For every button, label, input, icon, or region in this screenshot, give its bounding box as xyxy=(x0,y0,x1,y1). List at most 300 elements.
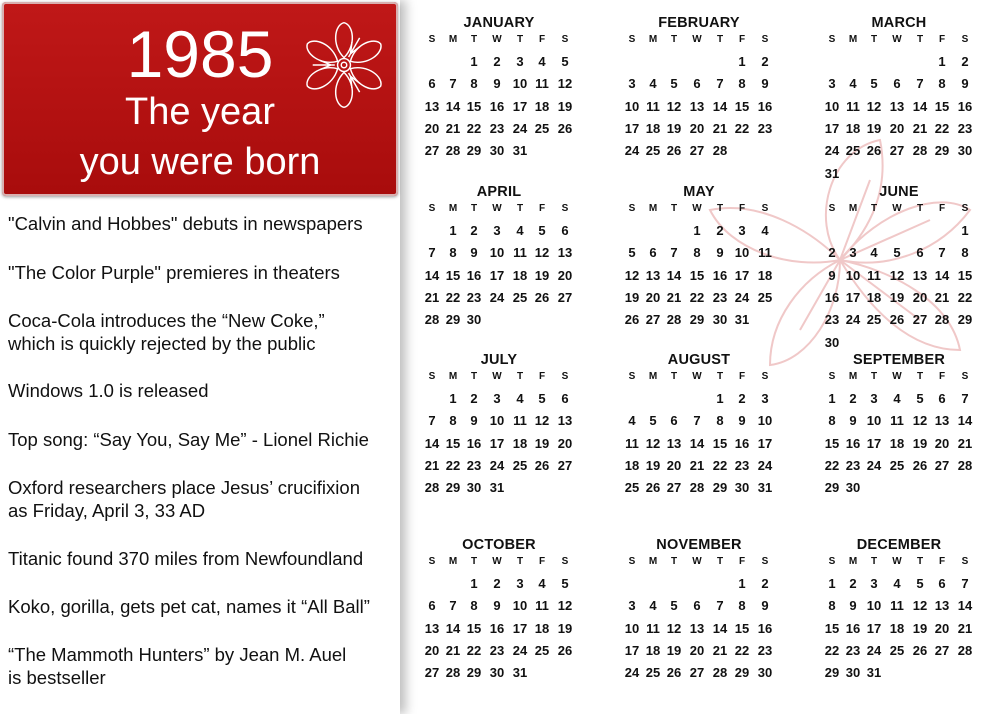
day-cell: 22 xyxy=(466,120,482,136)
day-cell: 24 xyxy=(624,665,640,681)
day-cell: 12 xyxy=(889,267,905,283)
weekday-header: F xyxy=(538,371,546,382)
day-cell: 7 xyxy=(693,413,701,429)
month-name: AUGUST xyxy=(667,352,731,368)
day-cell: 31 xyxy=(512,143,528,159)
day-cell: 30 xyxy=(824,334,840,350)
day-cell: 23 xyxy=(957,120,973,136)
event-item xyxy=(8,476,400,522)
day-cell: 22 xyxy=(445,289,461,305)
day-cell: 30 xyxy=(489,143,505,159)
weekday-header: S xyxy=(561,34,569,45)
day-cell: 5 xyxy=(561,54,569,69)
day-cell: 26 xyxy=(889,312,905,328)
day-cell: 2 xyxy=(716,223,724,238)
day-cell: 28 xyxy=(424,480,440,496)
day-cell: 1 xyxy=(449,391,457,406)
day-cell: 21 xyxy=(445,120,461,136)
weekday-header: W xyxy=(492,203,502,214)
day-cell: 22 xyxy=(734,642,750,658)
day-cell: 6 xyxy=(649,245,657,261)
day-cell: 12 xyxy=(534,413,550,429)
weekday-header: S xyxy=(828,371,836,382)
left-panel xyxy=(0,0,400,714)
day-cell: 17 xyxy=(512,620,528,636)
day-cell: 1 xyxy=(716,391,724,406)
weekday-header: M xyxy=(448,556,458,567)
day-cell: 29 xyxy=(824,665,840,681)
day-cell: 18 xyxy=(624,457,640,473)
day-cell: 5 xyxy=(870,76,878,92)
day-cell: 15 xyxy=(824,620,840,636)
day-cell: 25 xyxy=(512,457,528,473)
day-cell: 19 xyxy=(557,98,573,114)
day-cell: 16 xyxy=(824,289,840,305)
day-cell: 4 xyxy=(628,413,636,429)
day-cell: 15 xyxy=(445,435,461,451)
weekday-header: S xyxy=(828,34,836,45)
day-cell: 16 xyxy=(489,620,505,636)
day-cell: 29 xyxy=(466,143,482,159)
day-cell: 27 xyxy=(424,143,440,159)
month-name: JANUARY xyxy=(463,15,535,31)
day-cell: 8 xyxy=(938,76,946,92)
day-cell: 1 xyxy=(449,223,457,238)
event-line: Windows 1.0 is released xyxy=(8,380,209,401)
day-cell: 22 xyxy=(689,289,705,305)
day-cell: 28 xyxy=(712,665,728,681)
weekday-header: T xyxy=(670,556,678,567)
event-line: "The Color Purple" premieres in theaters xyxy=(8,262,340,283)
month-march xyxy=(819,15,979,181)
day-cell: 5 xyxy=(916,576,924,591)
month-name: MARCH xyxy=(871,15,927,31)
weekday-header: W xyxy=(492,34,502,45)
weekday-header: T xyxy=(470,203,478,214)
day-cell: 31 xyxy=(489,480,505,496)
weekday-header: T xyxy=(916,203,924,214)
weekday-header: W xyxy=(692,203,702,214)
day-cell: 12 xyxy=(557,598,573,614)
day-cell: 21 xyxy=(712,642,728,658)
day-cell: 3 xyxy=(828,76,836,92)
event-line: Oxford researchers place Jesus’ crucifixion xyxy=(8,477,360,498)
day-cell: 28 xyxy=(445,143,461,159)
day-cell: 15 xyxy=(934,98,950,114)
day-cell: 24 xyxy=(489,457,505,473)
day-cell: 26 xyxy=(557,642,573,658)
day-cell: 27 xyxy=(934,457,950,473)
weekday-header: S xyxy=(561,203,569,214)
day-cell: 26 xyxy=(645,480,661,496)
day-cell: 9 xyxy=(738,413,746,429)
day-cell: 28 xyxy=(424,312,440,328)
weekday-header: T xyxy=(716,203,724,214)
weekday-header: W xyxy=(492,556,502,567)
day-cell: 9 xyxy=(849,598,857,614)
day-cell: 13 xyxy=(424,98,440,114)
day-cell: 3 xyxy=(628,76,636,92)
weekday-header: W xyxy=(692,371,702,382)
day-cell: 21 xyxy=(666,289,682,305)
day-cell: 4 xyxy=(761,223,769,238)
day-cell: 18 xyxy=(645,120,661,136)
weekday-header: T xyxy=(870,203,878,214)
day-cell: 11 xyxy=(513,413,527,429)
day-cell: 1 xyxy=(738,576,746,591)
day-cell: 12 xyxy=(557,76,573,92)
day-cell: 31 xyxy=(824,165,840,181)
day-cell: 27 xyxy=(557,457,573,473)
day-cell: 17 xyxy=(734,267,750,283)
day-cell: 15 xyxy=(466,620,482,636)
day-cell: 25 xyxy=(645,665,661,681)
day-cell: 7 xyxy=(428,413,436,429)
weekday-header: M xyxy=(848,556,858,567)
day-cell: 3 xyxy=(516,54,524,69)
day-cell: 17 xyxy=(866,435,882,451)
weekday-header: S xyxy=(628,34,636,45)
day-cell: 19 xyxy=(557,620,573,636)
day-cell: 20 xyxy=(889,120,905,136)
day-cell: 15 xyxy=(689,267,705,283)
day-cell: 8 xyxy=(828,598,836,614)
day-cell: 30 xyxy=(489,665,505,681)
weekday-header: T xyxy=(716,371,724,382)
weekday-header: W xyxy=(892,556,902,567)
day-cell: 29 xyxy=(734,665,750,681)
weekday-header: T xyxy=(870,371,878,382)
day-cell: 1 xyxy=(938,54,946,69)
weekday-header: W xyxy=(892,371,902,382)
weekday-header: T xyxy=(516,371,524,382)
weekday-header: T xyxy=(670,34,678,45)
weekday-header: S xyxy=(961,203,969,214)
day-cell: 30 xyxy=(466,480,482,496)
month-january xyxy=(419,15,579,175)
weekday-header: T xyxy=(870,556,878,567)
day-cell: 17 xyxy=(845,289,861,305)
weekday-header: T xyxy=(470,34,478,45)
weekday-header: T xyxy=(916,34,924,45)
weekday-header: W xyxy=(892,203,902,214)
day-cell: 29 xyxy=(466,665,482,681)
day-cell: 22 xyxy=(445,457,461,473)
month-name: JUNE xyxy=(879,184,919,200)
weekday-header: S xyxy=(561,556,569,567)
day-cell: 7 xyxy=(670,245,678,261)
day-cell: 13 xyxy=(557,413,573,429)
day-cell: 6 xyxy=(561,391,569,406)
day-cell: 6 xyxy=(561,223,569,238)
day-cell: 11 xyxy=(646,620,660,636)
month-name: NOVEMBER xyxy=(656,537,742,553)
day-cell: 25 xyxy=(534,642,550,658)
day-cell: 27 xyxy=(689,143,705,159)
day-cell: 16 xyxy=(734,435,750,451)
weekday-header: S xyxy=(628,556,636,567)
day-cell: 16 xyxy=(712,267,728,283)
day-cell: 5 xyxy=(649,413,657,429)
day-cell: 27 xyxy=(912,312,928,328)
weekday-header: M xyxy=(848,203,858,214)
day-cell: 4 xyxy=(870,245,878,261)
day-cell: 22 xyxy=(934,120,950,136)
day-cell: 23 xyxy=(466,457,482,473)
day-cell: 27 xyxy=(666,480,682,496)
day-cell: 24 xyxy=(512,642,528,658)
day-cell: 16 xyxy=(845,435,861,451)
day-cell: 7 xyxy=(716,598,724,614)
day-cell: 4 xyxy=(538,576,546,591)
event-item xyxy=(8,309,400,355)
day-cell: 9 xyxy=(961,76,969,92)
day-cell: 9 xyxy=(493,76,501,92)
day-cell: 25 xyxy=(534,120,550,136)
day-cell: 19 xyxy=(912,620,928,636)
day-cell: 7 xyxy=(428,245,436,261)
day-cell: 9 xyxy=(470,413,478,429)
day-cell: 29 xyxy=(824,480,840,496)
day-cell: 22 xyxy=(824,642,840,658)
day-cell: 18 xyxy=(512,435,528,451)
day-cell: 24 xyxy=(845,312,861,328)
day-cell: 29 xyxy=(934,143,950,159)
day-cell: 9 xyxy=(761,598,769,614)
event-line: is bestseller xyxy=(8,667,106,688)
day-cell: 21 xyxy=(712,120,728,136)
day-cell: 10 xyxy=(624,620,640,636)
weekday-header: S xyxy=(961,556,969,567)
event-item xyxy=(8,428,400,451)
weekday-header: M xyxy=(848,371,858,382)
day-cell: 12 xyxy=(912,598,928,614)
day-cell: 8 xyxy=(693,245,701,261)
weekday-header: S xyxy=(428,556,436,567)
day-cell: 14 xyxy=(424,435,440,451)
weekday-header: S xyxy=(961,371,969,382)
month-name: SEPTEMBER xyxy=(852,352,946,368)
day-cell: 20 xyxy=(689,120,705,136)
day-cell: 3 xyxy=(493,223,501,238)
day-cell: 5 xyxy=(670,76,678,92)
weekday-header: S xyxy=(761,371,769,382)
day-cell: 31 xyxy=(512,665,528,681)
day-cell: 25 xyxy=(889,457,905,473)
day-cell: 4 xyxy=(649,76,657,92)
day-cell: 22 xyxy=(824,457,840,473)
day-cell: 6 xyxy=(428,76,436,92)
weekday-header: F xyxy=(738,371,746,382)
day-cell: 11 xyxy=(625,435,639,451)
day-cell: 24 xyxy=(866,642,882,658)
day-cell: 9 xyxy=(849,413,857,429)
day-cell: 7 xyxy=(961,576,969,591)
day-cell: 23 xyxy=(489,642,505,658)
day-cell: 28 xyxy=(912,143,928,159)
weekday-header: M xyxy=(848,34,858,45)
weekday-header: S xyxy=(761,34,769,45)
day-cell: 20 xyxy=(557,267,573,283)
day-cell: 6 xyxy=(428,598,436,614)
day-cell: 14 xyxy=(957,598,973,614)
weekday-header: T xyxy=(670,203,678,214)
day-cell: 5 xyxy=(628,245,636,261)
month-name: JULY xyxy=(480,352,518,368)
month-may xyxy=(619,184,779,344)
day-cell: 26 xyxy=(912,457,928,473)
weekday-header: W xyxy=(892,34,902,45)
weekday-header: S xyxy=(761,556,769,567)
day-cell: 24 xyxy=(734,289,750,305)
day-cell: 18 xyxy=(866,289,882,305)
day-cell: 27 xyxy=(934,642,950,658)
day-cell: 6 xyxy=(916,245,924,261)
day-cell: 4 xyxy=(893,391,901,406)
day-cell: 13 xyxy=(645,267,661,283)
day-cell: 12 xyxy=(912,413,928,429)
day-cell: 10 xyxy=(734,245,750,261)
weekday-header: S xyxy=(428,371,436,382)
day-cell: 2 xyxy=(470,391,478,406)
day-cell: 11 xyxy=(646,98,660,114)
day-cell: 11 xyxy=(535,598,549,614)
day-cell: 12 xyxy=(666,98,682,114)
day-cell: 8 xyxy=(961,245,969,261)
day-cell: 22 xyxy=(712,457,728,473)
month-name: OCTOBER xyxy=(462,537,536,553)
day-cell: 7 xyxy=(916,76,924,92)
day-cell: 28 xyxy=(445,665,461,681)
day-cell: 2 xyxy=(761,576,769,591)
weekday-header: F xyxy=(938,203,946,214)
day-cell: 2 xyxy=(961,54,969,69)
day-cell: 4 xyxy=(649,598,657,614)
day-cell: 8 xyxy=(716,413,724,429)
day-cell: 18 xyxy=(889,620,905,636)
day-cell: 21 xyxy=(445,642,461,658)
day-cell: 27 xyxy=(645,312,661,328)
day-cell: 23 xyxy=(489,120,505,136)
weekday-header: T xyxy=(916,371,924,382)
day-cell: 4 xyxy=(516,391,524,406)
weekday-header: S xyxy=(628,371,636,382)
day-cell: 20 xyxy=(424,120,440,136)
day-cell: 27 xyxy=(424,665,440,681)
day-cell: 6 xyxy=(938,576,946,591)
day-cell: 25 xyxy=(845,143,861,159)
day-cell: 8 xyxy=(828,413,836,429)
day-cell: 6 xyxy=(893,76,901,92)
day-cell: 8 xyxy=(449,245,457,261)
weekday-header: S xyxy=(828,203,836,214)
day-cell: 18 xyxy=(645,642,661,658)
day-cell: 26 xyxy=(866,143,882,159)
day-cell: 20 xyxy=(666,457,682,473)
month-april xyxy=(419,184,579,344)
day-cell: 21 xyxy=(424,457,440,473)
day-cell: 3 xyxy=(738,223,746,238)
day-cell: 16 xyxy=(757,620,773,636)
day-cell: 27 xyxy=(889,143,905,159)
day-cell: 25 xyxy=(645,143,661,159)
day-cell: 10 xyxy=(512,76,528,92)
day-cell: 2 xyxy=(849,576,857,591)
month-february xyxy=(619,15,779,175)
day-cell: 2 xyxy=(738,391,746,406)
weekday-header: T xyxy=(516,34,524,45)
day-cell: 25 xyxy=(866,312,882,328)
day-cell: 20 xyxy=(934,435,950,451)
day-cell: 11 xyxy=(867,267,881,283)
day-cell: 10 xyxy=(624,98,640,114)
day-cell: 24 xyxy=(512,120,528,136)
day-cell: 20 xyxy=(912,289,928,305)
event-line: “The Mammoth Hunters” by Jean M. Auel xyxy=(8,644,347,665)
day-cell: 2 xyxy=(493,576,501,591)
day-cell: 12 xyxy=(866,98,882,114)
month-june xyxy=(819,184,979,350)
day-cell: 2 xyxy=(828,245,836,261)
day-cell: 9 xyxy=(761,76,769,92)
event-item xyxy=(8,595,400,618)
day-cell: 20 xyxy=(934,620,950,636)
day-cell: 23 xyxy=(824,312,840,328)
day-cell: 1 xyxy=(738,54,746,69)
day-cell: 25 xyxy=(512,289,528,305)
weekday-header: T xyxy=(870,34,878,45)
weekday-header: T xyxy=(470,556,478,567)
day-cell: 11 xyxy=(513,245,527,261)
day-cell: 23 xyxy=(757,642,773,658)
weekday-header: S xyxy=(961,34,969,45)
day-cell: 2 xyxy=(470,223,478,238)
day-cell: 19 xyxy=(624,289,640,305)
weekday-header: F xyxy=(938,34,946,45)
day-cell: 1 xyxy=(693,223,701,238)
day-cell: 24 xyxy=(757,457,773,473)
day-cell: 29 xyxy=(689,312,705,328)
day-cell: 26 xyxy=(666,665,682,681)
month-december xyxy=(819,537,979,697)
day-cell: 30 xyxy=(712,312,728,328)
day-cell: 17 xyxy=(624,120,640,136)
day-cell: 23 xyxy=(712,289,728,305)
day-cell: 14 xyxy=(445,620,461,636)
day-cell: 28 xyxy=(957,642,973,658)
day-cell: 11 xyxy=(758,245,772,261)
day-cell: 17 xyxy=(512,98,528,114)
day-cell: 13 xyxy=(934,413,950,429)
weekday-header: S xyxy=(628,203,636,214)
day-cell: 3 xyxy=(870,391,878,406)
day-cell: 7 xyxy=(716,76,724,92)
day-cell: 18 xyxy=(534,98,550,114)
day-cell: 21 xyxy=(424,289,440,305)
day-cell: 28 xyxy=(689,480,705,496)
weekday-header: M xyxy=(648,34,658,45)
day-cell: 15 xyxy=(824,435,840,451)
day-cell: 23 xyxy=(734,457,750,473)
day-cell: 18 xyxy=(534,620,550,636)
weekday-header: F xyxy=(538,34,546,45)
day-cell: 17 xyxy=(757,435,773,451)
day-cell: 6 xyxy=(938,391,946,406)
event-item xyxy=(8,643,400,689)
month-name: DECEMBER xyxy=(856,537,942,553)
banner-line-1: The year xyxy=(125,91,275,133)
day-cell: 8 xyxy=(470,598,478,614)
